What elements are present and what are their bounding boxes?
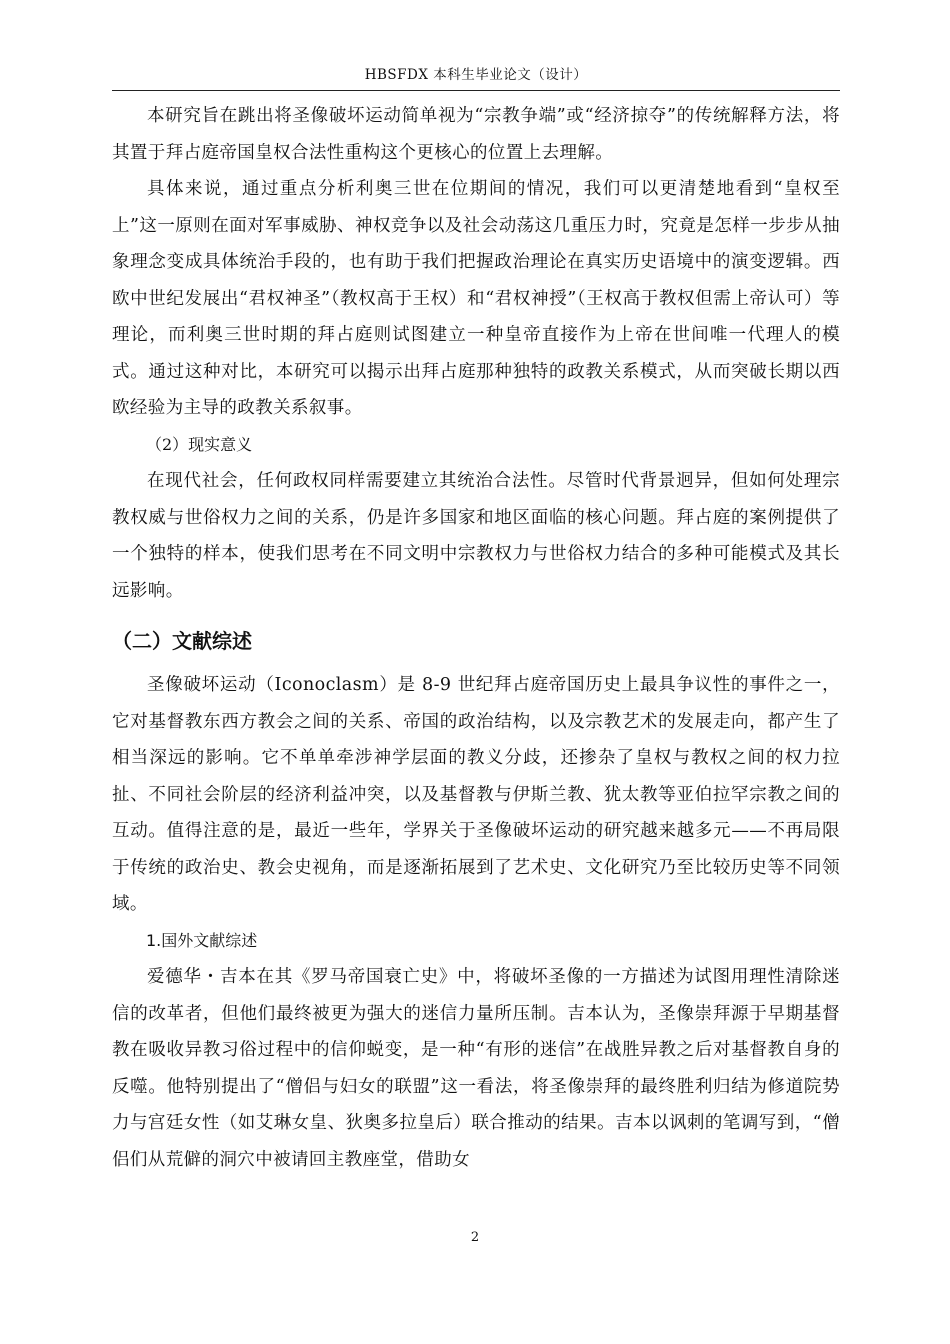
subheading-practical-significance: （2）现实意义 — [146, 434, 253, 454]
paragraph-theoretical-significance: 具体来说，通过重点分析利奥三世在位期间的情况，我们可以更清楚地看到“皇权至上”这一原则在面对军事威胁、神权竞争以及社会动荡这几重压力时，究竟是怎样一步步从抽象理念变成具体统治手段的，也有助于我们把握政治理论在真实历史语境中的演变逻辑。西欧中世纪发展出“君权神圣”（教权高于王权）和“君权神授”（王权高于教权但需上帝认可）等理论，而利奥三世时期的拜占庭则试图建立一种皇帝直接作为上帝在世间唯一代理人的模式。通过这种对比，本研究可以揭示出拜占庭那种独特的政教关系模式，从而突破长期以西欧经验为主导的政教关系叙事。 — [112, 179, 840, 418]
paragraph-literature-overview: 圣像破坏运动（Iconoclasm）是 8-9 世纪拜占庭帝国历史上最具争议性的事件之一，它对基督教东西方教会之间的关系、帝国的政治结构，以及宗教艺术的发展走向，都产生了相当深远的影响。它不单单牵涉神学层面的教义分歧，还掺杂了皇权与教权之间的权力拉扯、不同社会阶层的经济利益冲突，以及基督教与伊斯兰教、犹太教等亚伯拉罕宗教之间的互动。值得注意的是，最近一些年，学界关于圣像破坏运动的研究越来越多元——不再局限于传统的政治史、教会史视角，而是逐渐拓展到了艺术史、文化研究乃至比较历史等不同领域。 — [112, 675, 840, 914]
section-heading-literature-review: （二）文献综述 — [112, 629, 252, 653]
page-number: 2 — [470, 1230, 480, 1245]
document-body — [112, 98, 840, 1178]
paragraph-practical-significance: 在现代社会，任何政权同样需要建立其统治合法性。尽管时代背景迥异，但如何处理宗教权威与世俗权力之间的关系，仍是许多国家和地区面临的核心问题。拜占庭的案例提供了一个独特的样本，使我们思考在不同文明中宗教权力与世俗权力结合的多种可能模式及其长远影响。 — [112, 471, 840, 601]
paragraph-gibbon-review: 爱德华・吉本在其《罗马帝国衰亡史》中，将破坏圣像的一方描述为试图用理性清除迷信的改革者，但他们最终被更为强大的迷信力量所压制。吉本认为，圣像崇拜源于早期基督教在吸收异教习俗过程中的信仰蜕变，是一种“有形的迷信”在战胜异教之后对基督教自身的反噬。他特别提出了“僧侣与妇女的联盟”这一看法，将圣像崇拜的最终胜利归结为修道院势力与宫廷女性（如艾琳女皇、狄奥多拉皇后）联合推动的结果。吉本以讽刺的笔调写到，“僧侣们从荒僻的洞穴中被请回主教座堂，借助女 — [112, 967, 840, 1170]
page-header: HBSFDX 本科生毕业论文（设计） — [364, 67, 588, 83]
subsection-heading-foreign-literature: 1.国外文献综述 — [146, 930, 258, 950]
paragraph-research-aim: 本研究旨在跳出将圣像破坏运动简单视为“宗教争端”或“经济掠夺”的传统解释方法，将其置于拜占庭帝国皇权合法性重构这个更核心的位置上去理解。 — [112, 106, 840, 163]
header-divider — [112, 90, 840, 91]
